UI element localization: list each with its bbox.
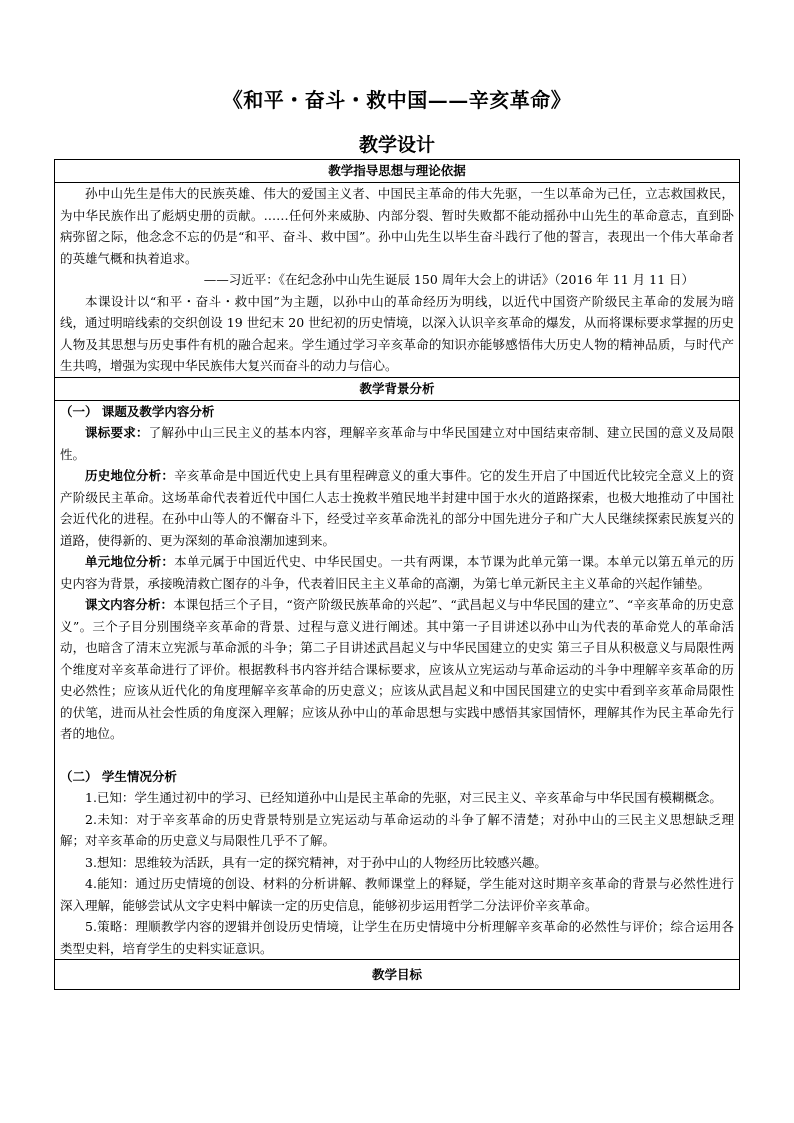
paragraph-history-status [60,465,734,551]
section-header-objectives: 教学目标 [55,960,740,990]
student-item: 1.已知：学生通过初中的学习、已经知道孙中山是民主革命的先驱，对三民主义、辛亥革命与中华民国有模糊概念。 [85,790,722,805]
paragraph-standard [60,422,734,465]
text-history-status: 辛亥革命是中国近代史上具有里程碑意义的重大事件。它的发生开启了中国近代比较完全意义上的资产阶级民主革命。这场革命代表着近代中国仁人志士挽救半殖民地半封建中国于水火的道路探索，也极大地推动了中国社会近代化的进程。在孙中山等人的不懈奋斗下，经受过辛亥革命洗礼的部分中国先进分子和广大人民继续探索民族复兴的道路，使得新的、更为深刻的革命浪潮加速到来。 [60,468,734,548]
student-item: 3.想知：思维较为活跃，具有一定的探究精神，对于孙中山的人物经历比较感兴趣。 [85,854,547,870]
student-item: 5.策略：理顺教学内容的逻辑并创设历史情境，让学生在历史情境中分析理解辛亥革命的必然性与评价；综合运用各类型史料，培育学生的史料实证意识。 [60,919,734,956]
paragraph-unit-status [60,551,734,594]
guide-content-cell [55,183,740,378]
label-standard: 课标要求： [85,425,149,440]
label-history-status: 历史地位分析： [85,468,175,483]
section-header-background: 教学背景分析 [55,377,740,400]
text-content-analysis: 本课包括三个子目，“资产阶级民族革命的兴起”、“武昌起义与中华民国的建立”、“辛亥革命的历史意义”。三个子目分别围绕辛亥革命的背景、过程与意义进行阐述。其中第一子目讲述以孙中山为代表的革命党人的革命活动，也暗含了清末立宪派与革命派的斗争；第二子目讲述武昌起义与中华民国建立的史实 第三子目从积极意义与局限性两个维度对辛亥革命进行了评价。根据教科书内容并结合课标要求，应该从立宪运动与革命运动的斗争中理解辛亥革命的历史必然性；应该从近代化的角度理解辛亥革命的历史意义；应该从武昌起义和中国民国建立的史实中看到辛亥革命局限性的伏笔，进而从社会性质的角度深入理解；应该从孙中山的革命思想与实践中感悟其家国情怀，理解其作为民主革命先行者的地位。 [60,597,734,741]
label-unit-status: 单元地位分析： [85,554,175,569]
text-unit-status: 本单元属于中国近代史、中华民国史。一共有两课，本节课为此单元第一课。本单元以第五单元的历史内容为背景，承接晚清救亡图存的斗争，代表着旧民主主义革命的高潮，为第七单元新民主主义革命的兴起作铺垫。 [60,554,734,591]
subsection-title-content-analysis: （一） 课题及教学内容分析 [60,403,215,419]
document-subtitle: 教学设计 [358,134,435,156]
student-item: 2.未知：对于辛亥革命的历史背景特别是立宪运动与革命运动的斗争了解不清楚；对孙中山的三民主义思想缺乏理解；对辛亥革命的历史意义与局限性几乎不了解。 [60,811,734,848]
subsection-title-student-analysis: （二） 学生情况分析 [60,768,177,784]
student-item: 4.能知：通过历史情境的创设、材料的分析讲解、教师课堂上的释疑，学生能对这时期辛亥革命的背景与必然性进行深入理解，能够尝试从文字史料中解读一定的历史信息，能够初步运用哲学二分法评价辛亥革命。 [60,876,734,913]
teaching-design-table [54,159,740,990]
guide-quote-source: ——习近平：《在纪念孙中山先生诞辰 150 周年大会上的讲话》（2016 年 11 月 11 日） [203,272,694,287]
document-title: 《和平・奋斗・救中国——辛亥革命》 [222,88,572,112]
background-content-cell [55,400,740,960]
text-standard: 了解孙中山三民主义的基本内容，理解辛亥革命与中华民国建立对中国结束帝制、建立民国的意义及局限性。 [60,425,734,462]
label-content-analysis: 课文内容分析： [85,597,174,612]
section-header-guide: 教学指导思想与理论依据 [55,160,740,183]
guide-quote: 孙中山先生是伟大的民族英雄、伟大的爱国主义者、中国民主革命的伟大先驱，一生以革命为己任，立志救国救民，为中华民族作出了彪炳史册的贡献。……任何外来威胁、内部分裂、暂时失败都不能动摇孙中山先生的革命意志，直到卧病弥留之际，他念念不忘的仍是“和平、奋斗、救中国”。孙中山先生以毕生奋斗践行了他的誓言，表现出一个伟大革命者的英雄气概和执着追求。 [60,186,734,266]
guide-rationale: 本课设计以“和平・奋斗・救中国”为主题，以孙中山的革命经历为明线，以近代中国资产阶级民主革命的发展为暗线，通过明暗线索的交织创设 19 世纪末 20 世纪初的历史情境，以深入认识辛亥革命的爆发，从而将课标要求掌握的历史人物及其思想与历史事件有机的融合起来。学生通过学习辛亥革命的知识亦能够感悟伟大历史人物的精神品质，与时代产生共鸣，增强为实现中华民族伟大复兴而奋斗的动力与信心。 [60,293,734,373]
paragraph-content-analysis [60,594,734,745]
blank-line [60,745,734,766]
